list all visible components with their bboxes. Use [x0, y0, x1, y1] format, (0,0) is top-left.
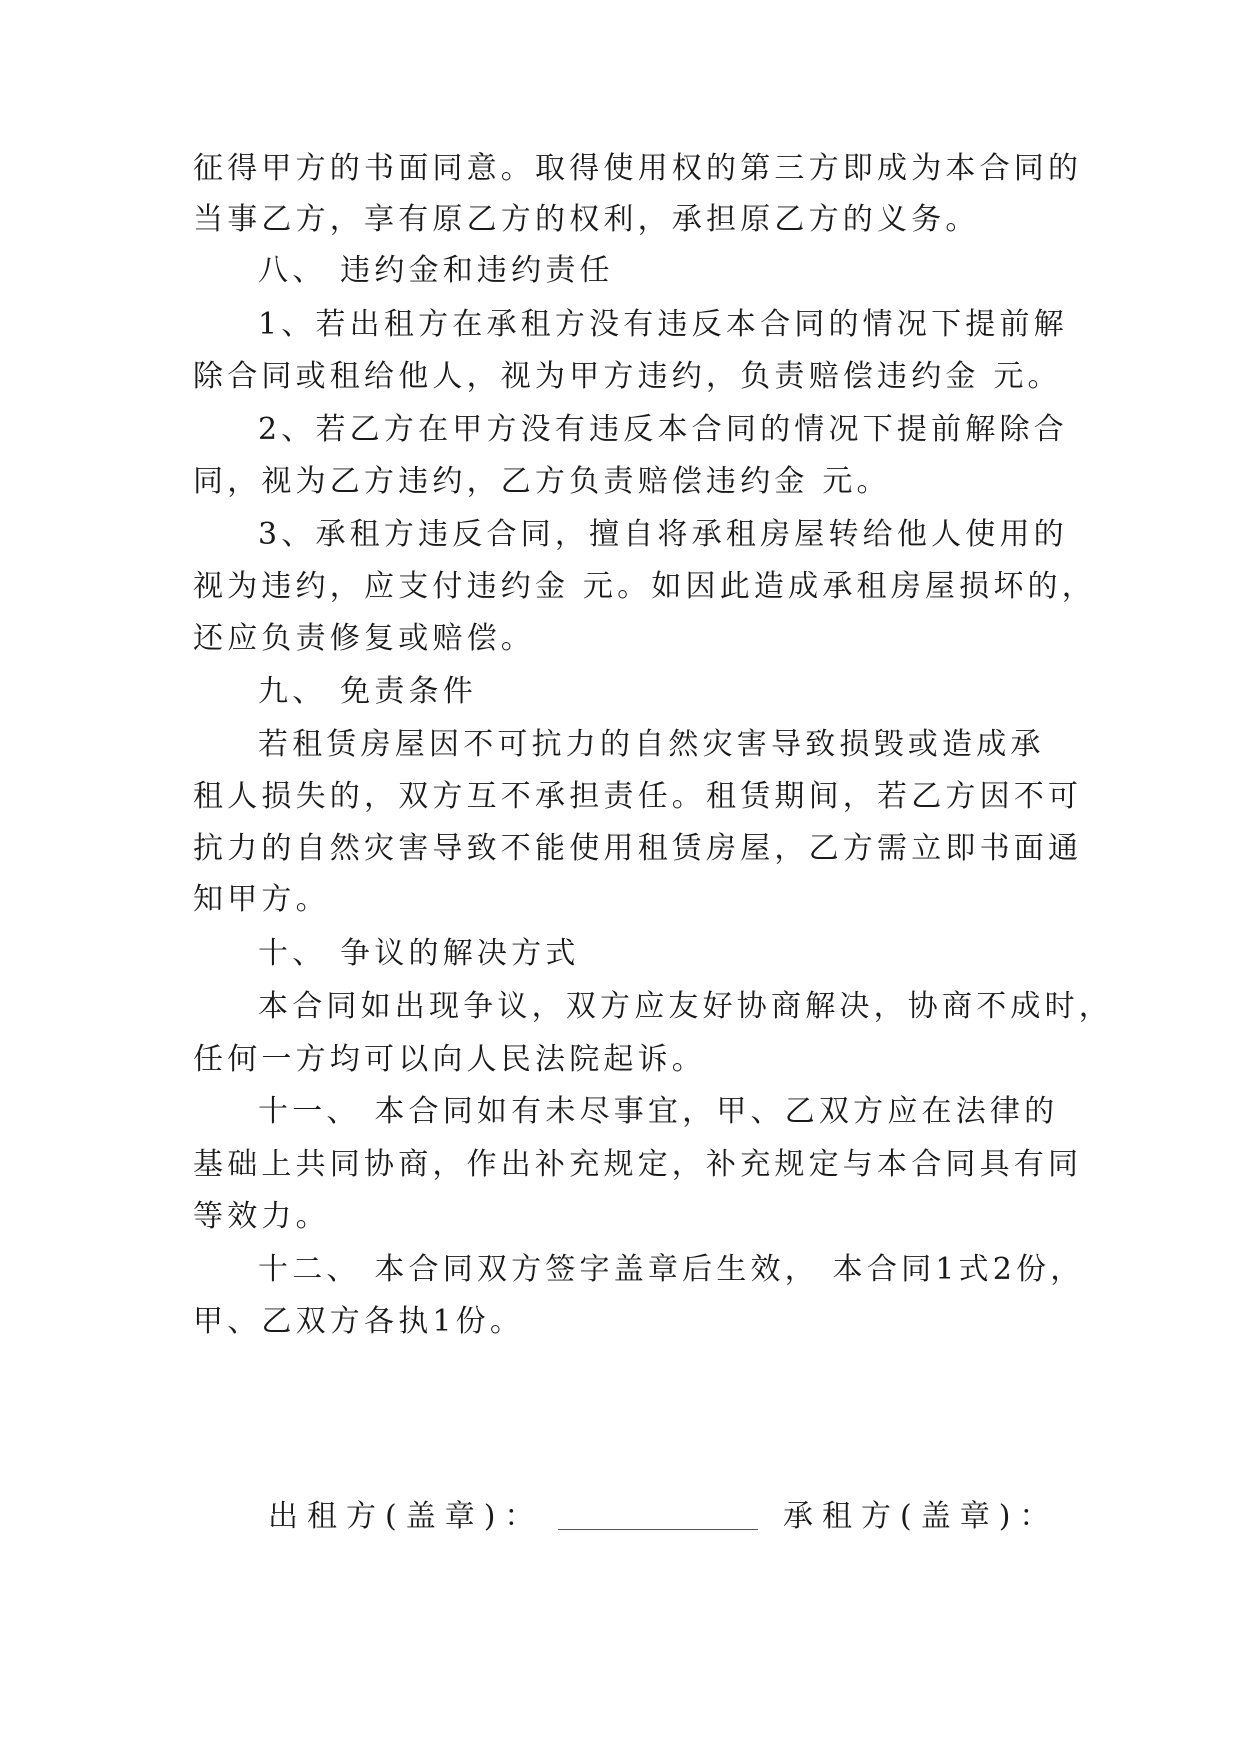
text-line: 任何一方均可以向人民法院起诉。: [193, 1042, 706, 1077]
text-line: 本合同如出现争议，双方应友好协商解决，协商不成时，: [258, 989, 1113, 1024]
text-line: 1、若出租方在承租方没有违反本合同的情况下提前解: [258, 307, 1068, 342]
text-line: 还应负责修复或赔偿。: [193, 621, 535, 656]
section-heading-8: 八、 违约金和违约责任: [258, 253, 614, 288]
section-heading-10: 十、 争议的解决方式: [258, 936, 580, 971]
text-line: 征得甲方的书面同意。取得使用权的第三方即成为本合同的: [193, 151, 1083, 186]
text-line: 2、若乙方在甲方没有违反本合同的情况下提前解除合: [258, 412, 1068, 447]
text-line: 抗力的自然灾害导致不能使用租赁房屋，乙方需立即书面通: [193, 831, 1083, 866]
text-line: 除合同或租给他人，视为甲方违约，负责赔偿违约金 元。: [193, 359, 1062, 394]
signature-blank-line: [558, 1497, 758, 1530]
text-line: 等效力。: [193, 1199, 330, 1234]
text-line: 基础上共同协商，作出补充规定，补充规定与本合同具有同: [193, 1147, 1083, 1182]
text-line: 租人损失的，双方互不承担责任。租赁期间，若乙方因不可: [193, 779, 1083, 814]
text-line: 3、承租方违反合同，擅自将承租房屋转给他人使用的: [258, 517, 1068, 552]
text-line: 同，视为乙方违约，乙方负责赔偿违约金 元。: [193, 464, 891, 499]
text-line: 甲、乙双方各执1份。: [193, 1304, 525, 1339]
text-line: 知甲方。: [193, 882, 330, 917]
text-line: 当事乙方，享有原乙方的权利，承担原乙方的义务。: [193, 202, 980, 237]
text-line: 视为违约，应支付违约金 元。如因此造成承租房屋损坏的，: [193, 569, 1096, 604]
lessor-seal-label: 出租方(盖章)：: [268, 1499, 544, 1534]
section-heading-9: 九、 免责条件: [258, 674, 477, 709]
text-line: 若租赁房屋因不可抗力的自然灾害导致损毁或造成承: [258, 727, 1045, 762]
section-heading-12: 十二、 本合同双方签字盖章后生效， 本合同1式2份，: [258, 1252, 1085, 1287]
lessee-seal-label: 承租方(盖章)：: [783, 1499, 1059, 1534]
signature-row: [268, 1497, 1068, 1541]
section-heading-11: 十一、 本合同如有未尽事宜，甲、乙双方应在法律的: [258, 1094, 1059, 1129]
